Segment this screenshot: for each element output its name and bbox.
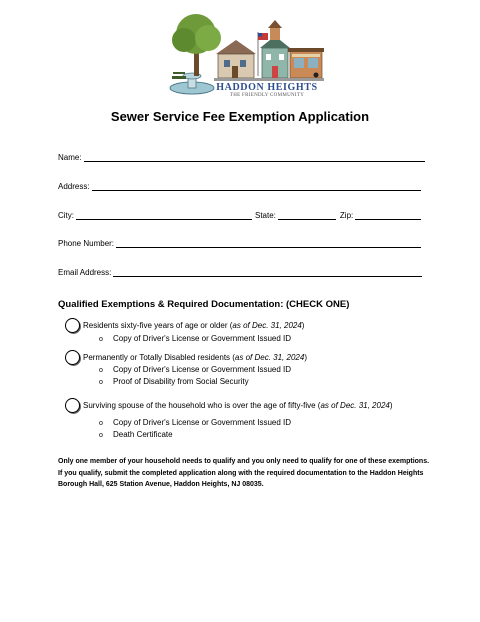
disabled-radio[interactable] [65, 350, 80, 365]
exemptions-heading: Qualified Exemptions & Required Documentation: (CHECK ONE) [58, 299, 350, 310]
zip-field[interactable] [355, 210, 421, 220]
submission-note: Only one member of your household needs to qualify and you only need to qualify for one of these exemptions. If you qualify, submit the completed application along with the required documentation to the Haddon Heights Borough Hall, 625 Station Avenue, Haddon Heights, NJ 08035. [58, 458, 430, 488]
email-field[interactable] [113, 267, 422, 277]
senior-label: Residents sixty-five years of age or older (as of Dec. 31, 2024) [83, 321, 305, 330]
city-label: City: [58, 211, 74, 220]
bullet-icon: o [99, 432, 103, 439]
page-title: Sewer Service Fee Exemption Application [110, 109, 370, 124]
address-field[interactable] [92, 181, 421, 191]
name-label: Name: [58, 153, 82, 162]
disabled-doc-2: o Proof of Disability from Social Security [99, 377, 249, 386]
name-row [58, 152, 425, 162]
spouse-doc-1: o Copy of Driver's License or Government Issued ID [99, 418, 292, 427]
spouse-radio[interactable] [65, 398, 80, 413]
spouse-doc-2: o Death Certificate [99, 430, 173, 439]
senior-radio[interactable] [65, 318, 80, 333]
address-label: Address: [58, 182, 90, 191]
address-row [58, 181, 421, 191]
logo-tagline: THE FRIENDLY COMMUNITY [229, 93, 305, 98]
state-label: State: [255, 211, 276, 220]
spouse-label: Surviving spouse of the household who is over the age of fifty-five (as of Dec. 31, 2024) [83, 401, 393, 410]
exemption-option-disabled[interactable] [65, 350, 307, 365]
city-field[interactable] [76, 210, 252, 220]
disabled-doc-1: o Copy of Driver's License or Government Issued ID [99, 365, 292, 374]
city-state-zip-row [58, 210, 421, 220]
bullet-icon: o [99, 336, 103, 343]
email-label: Email Address: [58, 268, 112, 277]
phone-row [58, 238, 421, 248]
senior-doc-1: o Copy of Driver's License or Government Issued ID [99, 334, 292, 343]
phone-field[interactable] [116, 238, 421, 248]
exemption-option-spouse[interactable] [65, 398, 393, 413]
disabled-label: Permanently or Totally Disabled residents (as of Dec. 31, 2024) [83, 353, 307, 362]
name-field[interactable] [84, 152, 425, 162]
bullet-icon: o [99, 367, 103, 374]
exemption-option-senior[interactable] [65, 318, 304, 333]
logo-name: HADDON HEIGHTS [216, 82, 318, 93]
email-row [58, 267, 422, 277]
state-field[interactable] [278, 210, 336, 220]
phone-label: Phone Number: [58, 239, 115, 248]
zip-label: Zip: [339, 211, 354, 220]
bullet-icon: o [99, 379, 103, 386]
bullet-icon: o [99, 420, 103, 427]
logo-wordmark [207, 82, 327, 98]
